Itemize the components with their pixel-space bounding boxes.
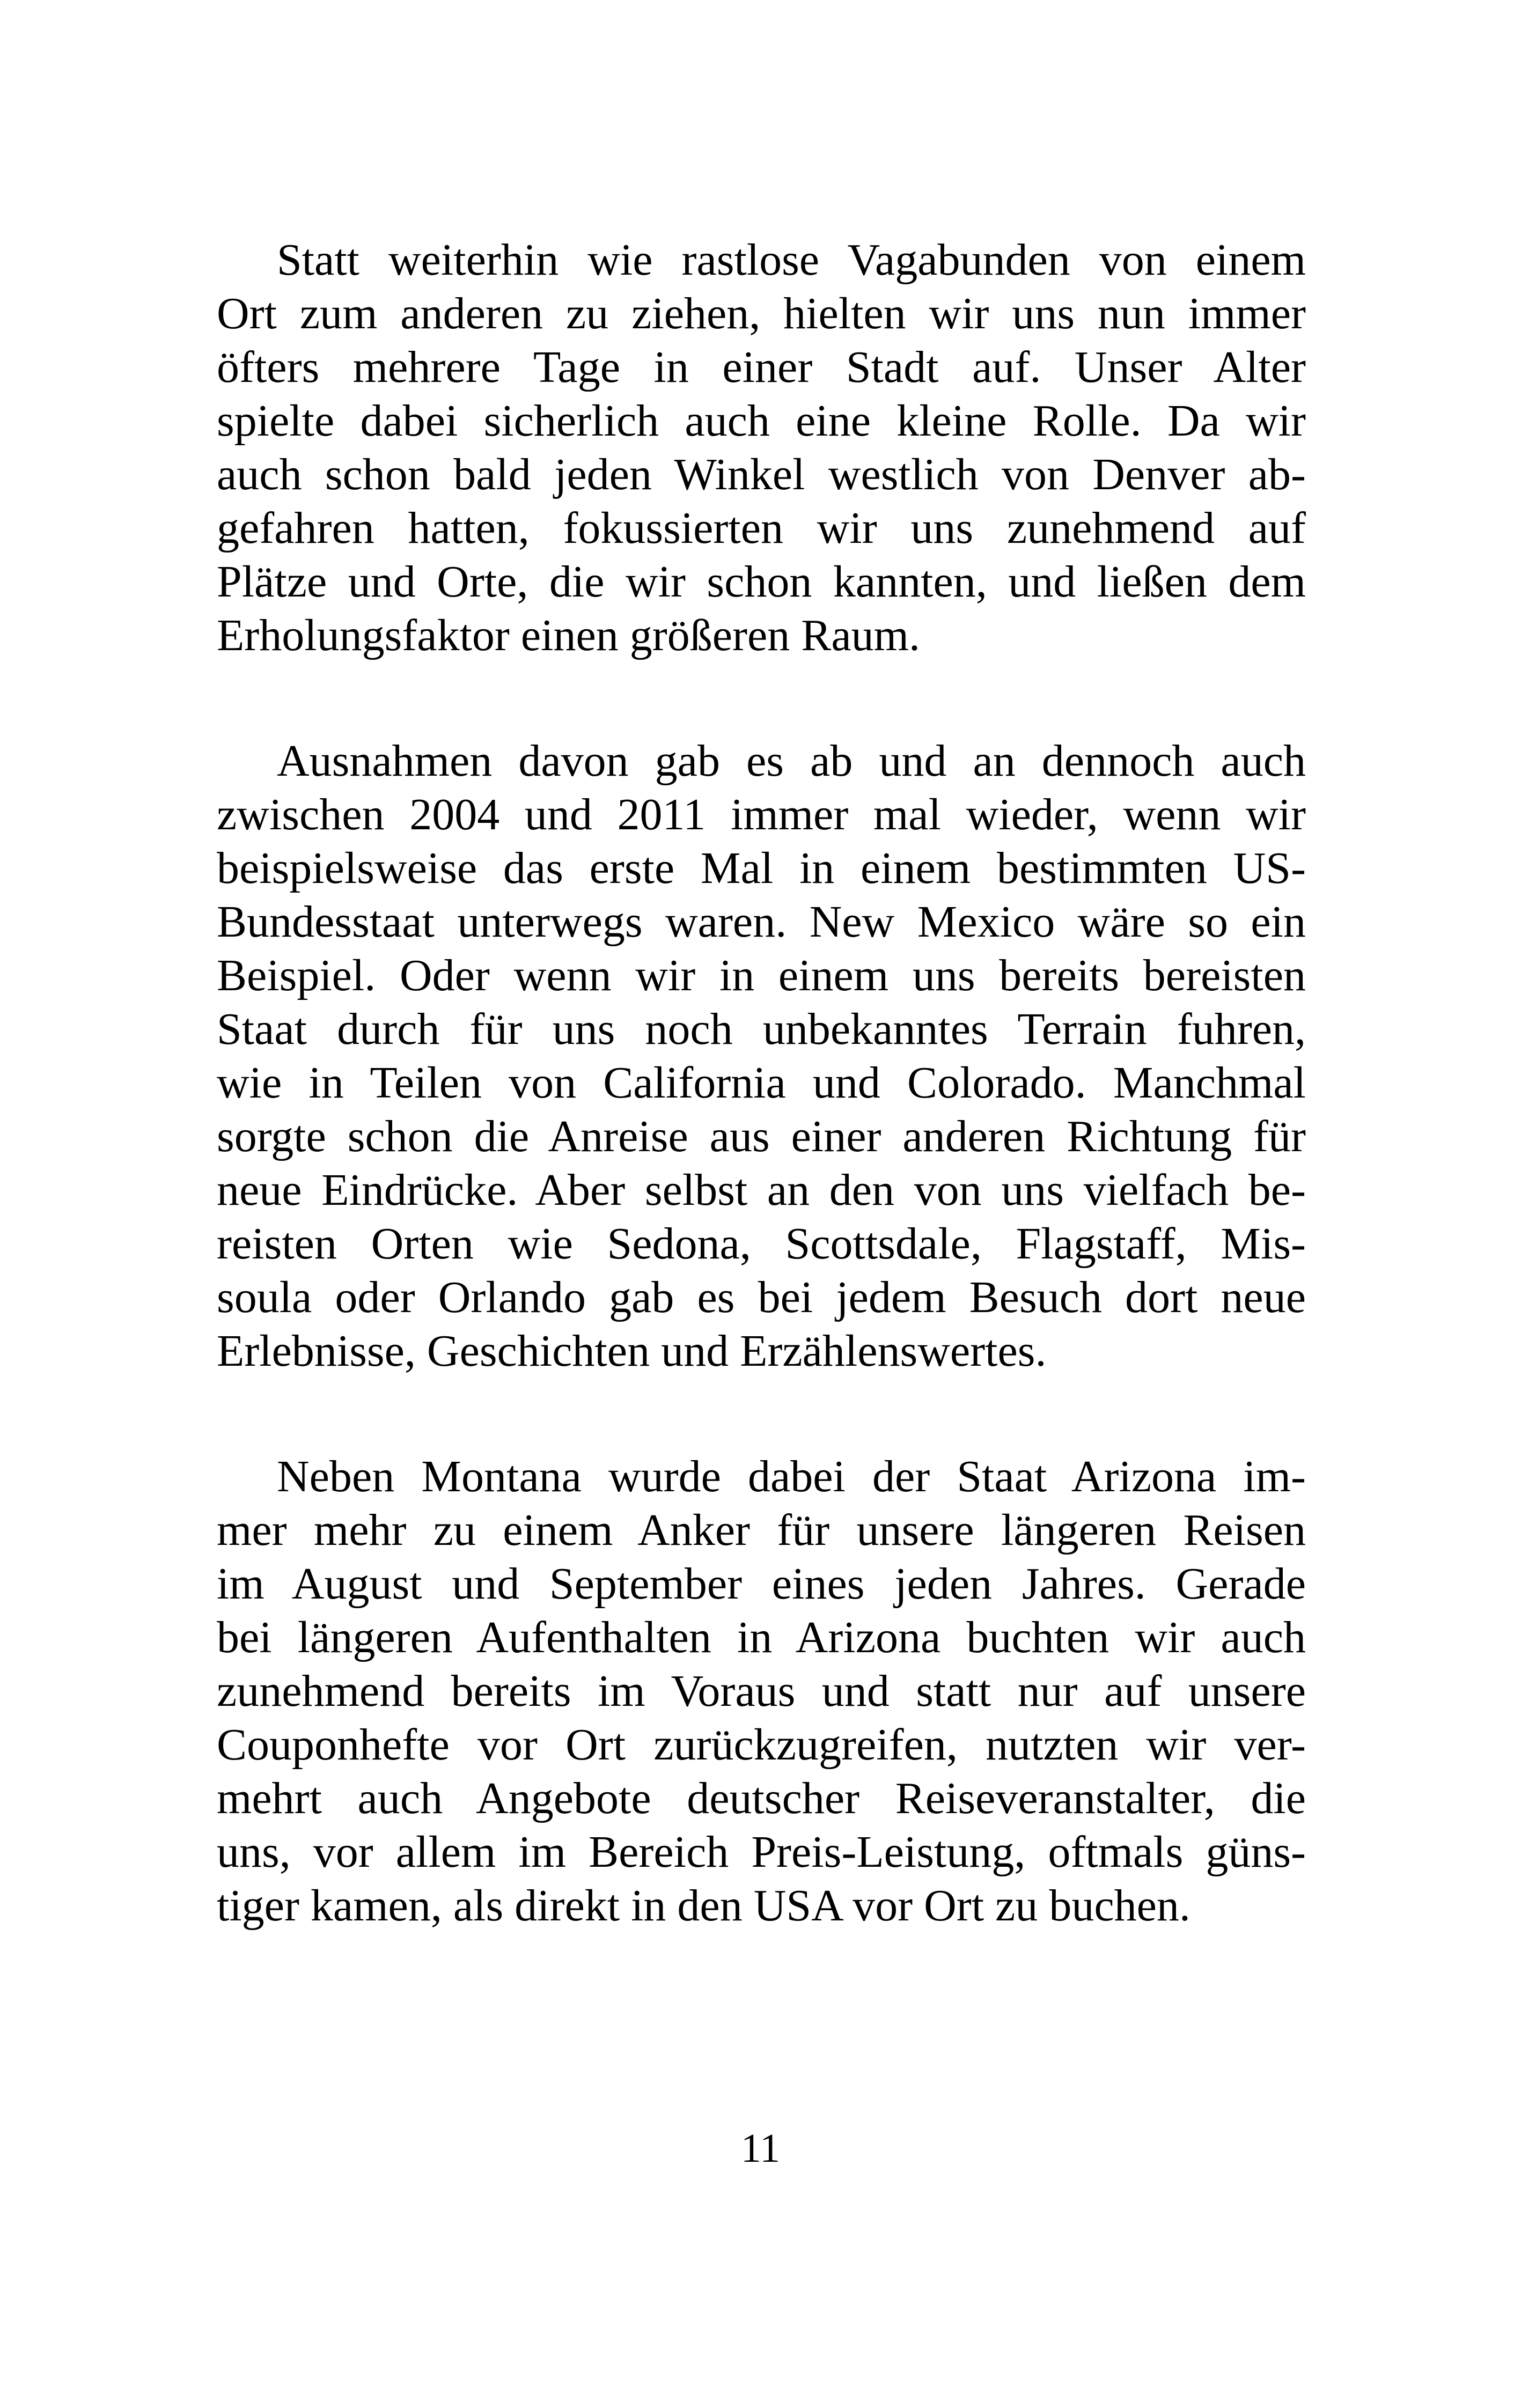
text-line: Erlebnisse, Geschichten und Erzählenswertes.: [217, 1326, 1047, 1376]
text-line: mehrt auch Angebote deutscher Reiseveranstalter, die: [217, 1773, 1306, 1823]
text-line: Ausnahmen davon gab es ab und an dennoch auch: [277, 736, 1306, 786]
text-line: tiger kamen, als direkt in den USA vor Ort zu buchen.: [217, 1881, 1191, 1931]
text-line: Bundesstaat unterwegs waren. New Mexico wäre so ein: [217, 897, 1306, 947]
text-line: Ort zum anderen zu ziehen, hielten wir uns nun immer: [217, 289, 1306, 338]
text-line: im August und September eines jeden Jahres. Gerade: [217, 1559, 1306, 1609]
text-line: zwischen 2004 und 2011 immer mal wieder, wenn wir: [217, 790, 1306, 840]
text-line: Staat durch für uns noch unbekanntes Terrain fuhren,: [217, 1004, 1306, 1054]
text-line: reisten Orten wie Sedona, Scottsdale, Flagstaff, Mis-: [217, 1219, 1306, 1269]
paragraph-spacing: [217, 1378, 1306, 1450]
text-line: zunehmend bereits im Voraus und statt nur auf unsere: [217, 1666, 1306, 1716]
text-line: beispielsweise das erste Mal in einem bestimmten US-: [217, 843, 1306, 893]
text-line: Beispiel. Oder wenn wir in einem uns bereits bereisten: [217, 951, 1306, 1000]
text-line: auch schon bald jeden Winkel westlich von Denver ab-: [217, 450, 1306, 499]
text-line: gefahren hatten, fokussierten wir uns zunehmend auf: [217, 503, 1306, 553]
text-line: uns, vor allem im Bereich Preis-Leistung, oftmals güns-: [217, 1827, 1306, 1877]
paragraph-3: [217, 1450, 1306, 1933]
text-line: soula oder Orlando gab es bei jedem Besuch dort neue: [217, 1272, 1306, 1322]
text-line: Statt weiterhin wie rastlose Vagabunden von einem: [277, 235, 1306, 285]
text-line: neue Eindrücke. Aber selbst an den von uns vielfach be-: [217, 1165, 1306, 1215]
body-text: [217, 233, 1306, 1933]
text-line: öfters mehrere Tage in einer Stadt auf. Unser Alter: [217, 342, 1306, 392]
paragraph-1: [217, 233, 1306, 662]
text-line: Couponhefte vor Ort zurückzugreifen, nutzten wir ver-: [217, 1720, 1306, 1770]
text-line: Erholungsfaktor einen größeren Raum.: [217, 610, 920, 660]
text-line: Plätze und Orte, die wir schon kannten, und ließen dem: [217, 557, 1306, 607]
paragraph-spacing: [217, 662, 1306, 734]
text-line: wie in Teilen von California und Colorado. Manchmal: [217, 1058, 1306, 1108]
text-line: spielte dabei sicherlich auch eine kleine Rolle. Da wir: [217, 396, 1306, 446]
text-line: sorgte schon die Anreise aus einer anderen Richtung für: [217, 1111, 1306, 1161]
text-line: mer mehr zu einem Anker für unsere längeren Reisen: [217, 1505, 1306, 1555]
paragraph-2: [217, 734, 1306, 1378]
text-line: bei längeren Aufenthalten in Arizona buchten wir auch: [217, 1612, 1306, 1662]
text-line: Neben Montana wurde dabei der Staat Arizona im-: [277, 1452, 1306, 1501]
page-number: 11: [740, 2126, 781, 2171]
